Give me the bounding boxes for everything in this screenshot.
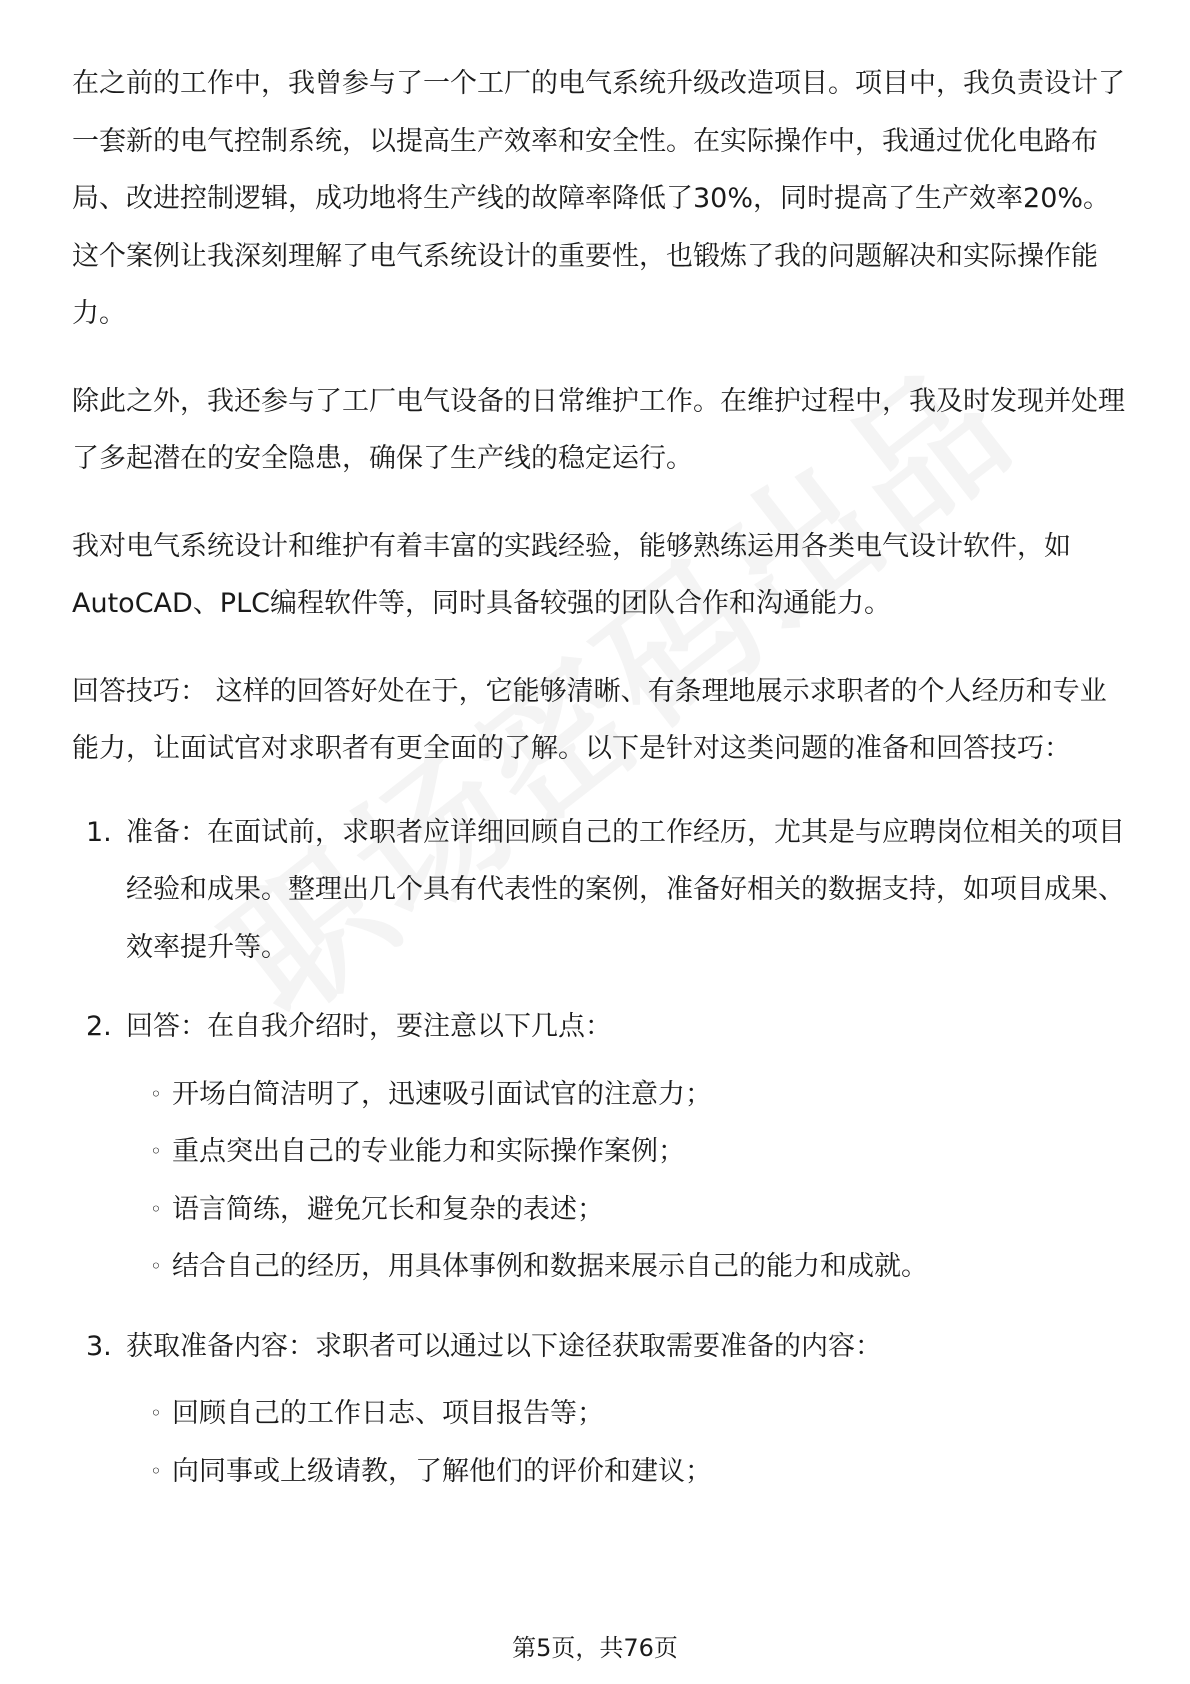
circle-bullet-icon: ◦ xyxy=(150,1081,162,1106)
list-number: 1. xyxy=(86,816,112,848)
sub-list-item-text: 语言简练，避免冗长和复杂的表述； xyxy=(172,1193,604,1225)
sub-list xyxy=(126,1385,1132,1500)
list-item-text: 准备：在面试前，求职者应详细回顾自己的工作经历，尤其是与应聘岗位相关的项目经验和成果。整理出几个具有代表性的案例，准备好相关的数据支持，如项目成果、效率提升等。 xyxy=(126,816,1125,963)
circle-bullet-icon: ◦ xyxy=(150,1401,162,1425)
circle-bullet-icon: ◦ xyxy=(150,1139,162,1163)
paragraph-maintenance: 除此之外，我还参与了工厂电气设备的日常维护工作。在维护过程中，我及时发现并处理了多起潜在的安全隐患，确保了生产线的稳定运行。 xyxy=(72,385,1125,474)
numbered-list xyxy=(72,804,1132,1501)
sub-list-item xyxy=(126,1443,1132,1501)
list-item-answer xyxy=(72,998,1132,1296)
sub-list-item-text: 结合自己的经历，用具体事例和数据来展示自己的能力和成就。 xyxy=(172,1251,928,1282)
sub-list-item-text: 回顾自己的工作日志、项目报告等； xyxy=(172,1398,604,1429)
page-footer: 第5页，共76页 xyxy=(512,1634,678,1662)
paragraph-tips: 回答技巧： 这样的回答好处在于，它能够清晰、有条理地展示求职者的个人经历和专业能力，让面试官对求职者有更全面的了解。以下是针对这类问题的准备和回答技巧： xyxy=(72,675,1107,764)
list-item-prepare xyxy=(72,804,1132,977)
sub-list xyxy=(126,1066,1132,1296)
sub-list-item xyxy=(126,1385,1132,1443)
sub-list-item-text: 向同事或上级请教，了解他们的评价和建议； xyxy=(172,1455,712,1487)
paragraph-skills: 我对电气系统设计和维护有着丰富的实践经验，能够熟练运用各类电气设计软件，如AutoCAD、PLC编程软件等，同时具备较强的团队合作和沟通能力。 xyxy=(72,530,1071,619)
list-item-text: 获取准备内容：求职者可以通过以下途径获取需要准备的内容： xyxy=(126,1330,882,1362)
list-number: 2. xyxy=(86,1011,112,1042)
sub-list-item xyxy=(126,1066,1132,1124)
circle-bullet-icon: ◦ xyxy=(150,1254,162,1278)
sub-list-item xyxy=(126,1181,1132,1239)
sub-list-item-text: 重点突出自己的专业能力和实际操作案例； xyxy=(172,1136,685,1167)
sub-list-item xyxy=(126,1238,1132,1296)
sub-list-item xyxy=(126,1123,1132,1181)
list-item-gather xyxy=(72,1318,1132,1501)
circle-bullet-icon: ◦ xyxy=(150,1458,162,1483)
document-body xyxy=(72,55,1132,1522)
paragraph-experience: 在之前的工作中，我曾参与了一个工厂的电气系统升级改造项目。项目中，我负责设计了一套新的电气控制系统，以提高生产效率和安全性。在实际操作中，我通过优化电路布局、改进控制逻辑，成功地将生产线的故障率降低了30%，同时提高了生产效率20%。这个案例让我深刻理解了电气系统设计的重要性，也锻炼了我的问题解决和实际操作能力。 xyxy=(72,68,1125,329)
list-item-text: 回答：在自我介绍时，要注意以下几点： xyxy=(126,1011,612,1042)
list-number: 3. xyxy=(86,1330,112,1362)
circle-bullet-icon: ◦ xyxy=(150,1196,162,1221)
sub-list-item-text: 开场白简洁明了，迅速吸引面试官的注意力； xyxy=(172,1078,712,1110)
